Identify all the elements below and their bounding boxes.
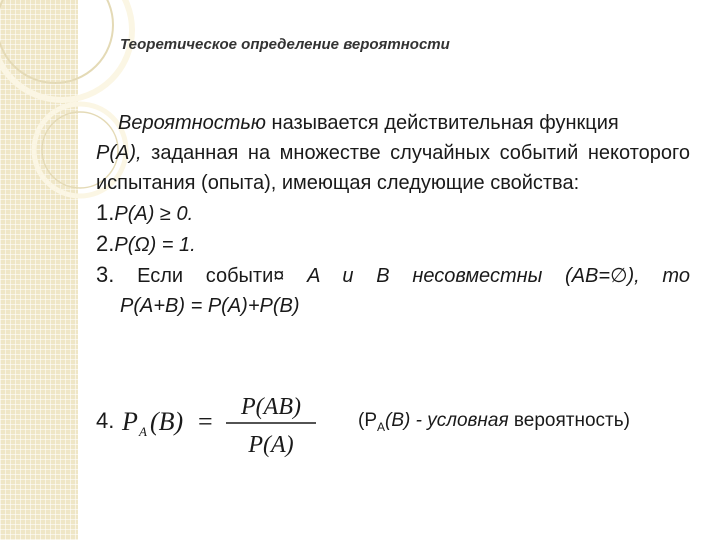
slide-title: Теоретическое определение вероятности — [120, 36, 450, 53]
property-3-formula: P(A+B) = P(A)+P(B) — [120, 295, 300, 317]
property-3 — [96, 260, 690, 291]
formula-numerator: P(AB) — [241, 394, 301, 420]
formula-equals: = — [198, 407, 213, 436]
formula-lhs-p: P — [122, 407, 138, 436]
note-open: (P — [358, 410, 377, 431]
slide-body — [96, 108, 690, 321]
property-number: 3. — [96, 262, 115, 287]
definition-pa: P(A), — [96, 142, 142, 164]
definition-paragraph — [96, 108, 690, 198]
formula-lhs-sub: A — [139, 424, 147, 439]
property-text-a: Если событи¤ — [114, 265, 308, 287]
property-1 — [96, 198, 690, 229]
note-mid: (B) - условная — [385, 410, 509, 431]
property-2 — [96, 229, 690, 260]
note-sub: A — [377, 419, 386, 434]
note-end: вероятность) — [508, 410, 630, 431]
property-text: P(A) ≥ 0. — [114, 203, 194, 225]
property-number: 1. — [96, 200, 115, 225]
property-text-b: A и B несовместны (AB=∅), то — [307, 265, 690, 287]
formula-denominator: P(A) — [248, 432, 294, 458]
formula-graphic — [118, 386, 348, 466]
property-text: P(Ω) = 1. — [114, 234, 196, 256]
formula-lhs-arg: (B) — [150, 407, 184, 436]
formula-note — [358, 410, 630, 434]
property-number: 2. — [96, 231, 115, 256]
property-number: 4. — [96, 408, 115, 433]
definition-text-2: заданная на множестве случайных событий некоторого испытания (опыта), имеющая следующие свойства: — [96, 142, 690, 194]
definition-text-1: называется действительная функция — [265, 112, 619, 134]
definition-term: Вероятностью — [118, 112, 266, 134]
conditional-probability-formula — [96, 386, 696, 466]
